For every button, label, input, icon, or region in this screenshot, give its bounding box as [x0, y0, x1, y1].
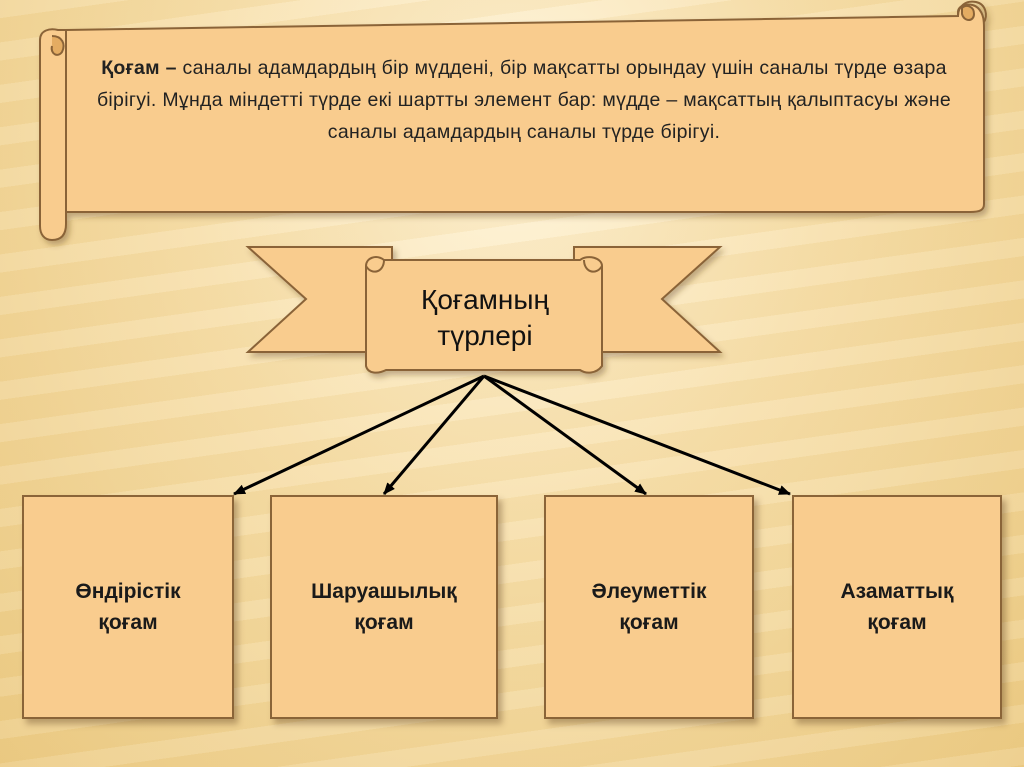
definition-text — [78, 52, 970, 148]
type-label: Шаруашылық қоғам — [311, 580, 457, 634]
type-box-industrial — [22, 495, 234, 719]
type-label: Өндірістік қоғам — [75, 580, 181, 634]
definition-term: Қоғам — [101, 57, 160, 79]
connector-arrows — [234, 376, 790, 494]
arrow-to-box-3 — [484, 376, 646, 494]
type-box-social — [544, 495, 754, 719]
center-label: Қоғамның түрлері — [421, 284, 549, 351]
type-label: Әлеуметтік қоғам — [591, 580, 707, 634]
arrow-to-box-4 — [484, 376, 790, 494]
arrow-to-box-2 — [384, 376, 484, 494]
arrow-to-box-1 — [234, 376, 484, 494]
definition-dash: – — [159, 57, 183, 79]
type-box-agrarian — [270, 495, 498, 719]
type-box-civil — [792, 495, 1002, 719]
type-label: Азаматтық қоғам — [840, 580, 954, 634]
definition-body: саналы адамдардың бір мүддені, бір мақсатты орындау үшін саналы түрде өзара бірігуі. Мұнда міндетті түрде екі шартты элемент бар: мүдде – мақсаттың қалыптасуы және саналы адамдардың саналы түрде бірігуі. — [96, 57, 952, 143]
